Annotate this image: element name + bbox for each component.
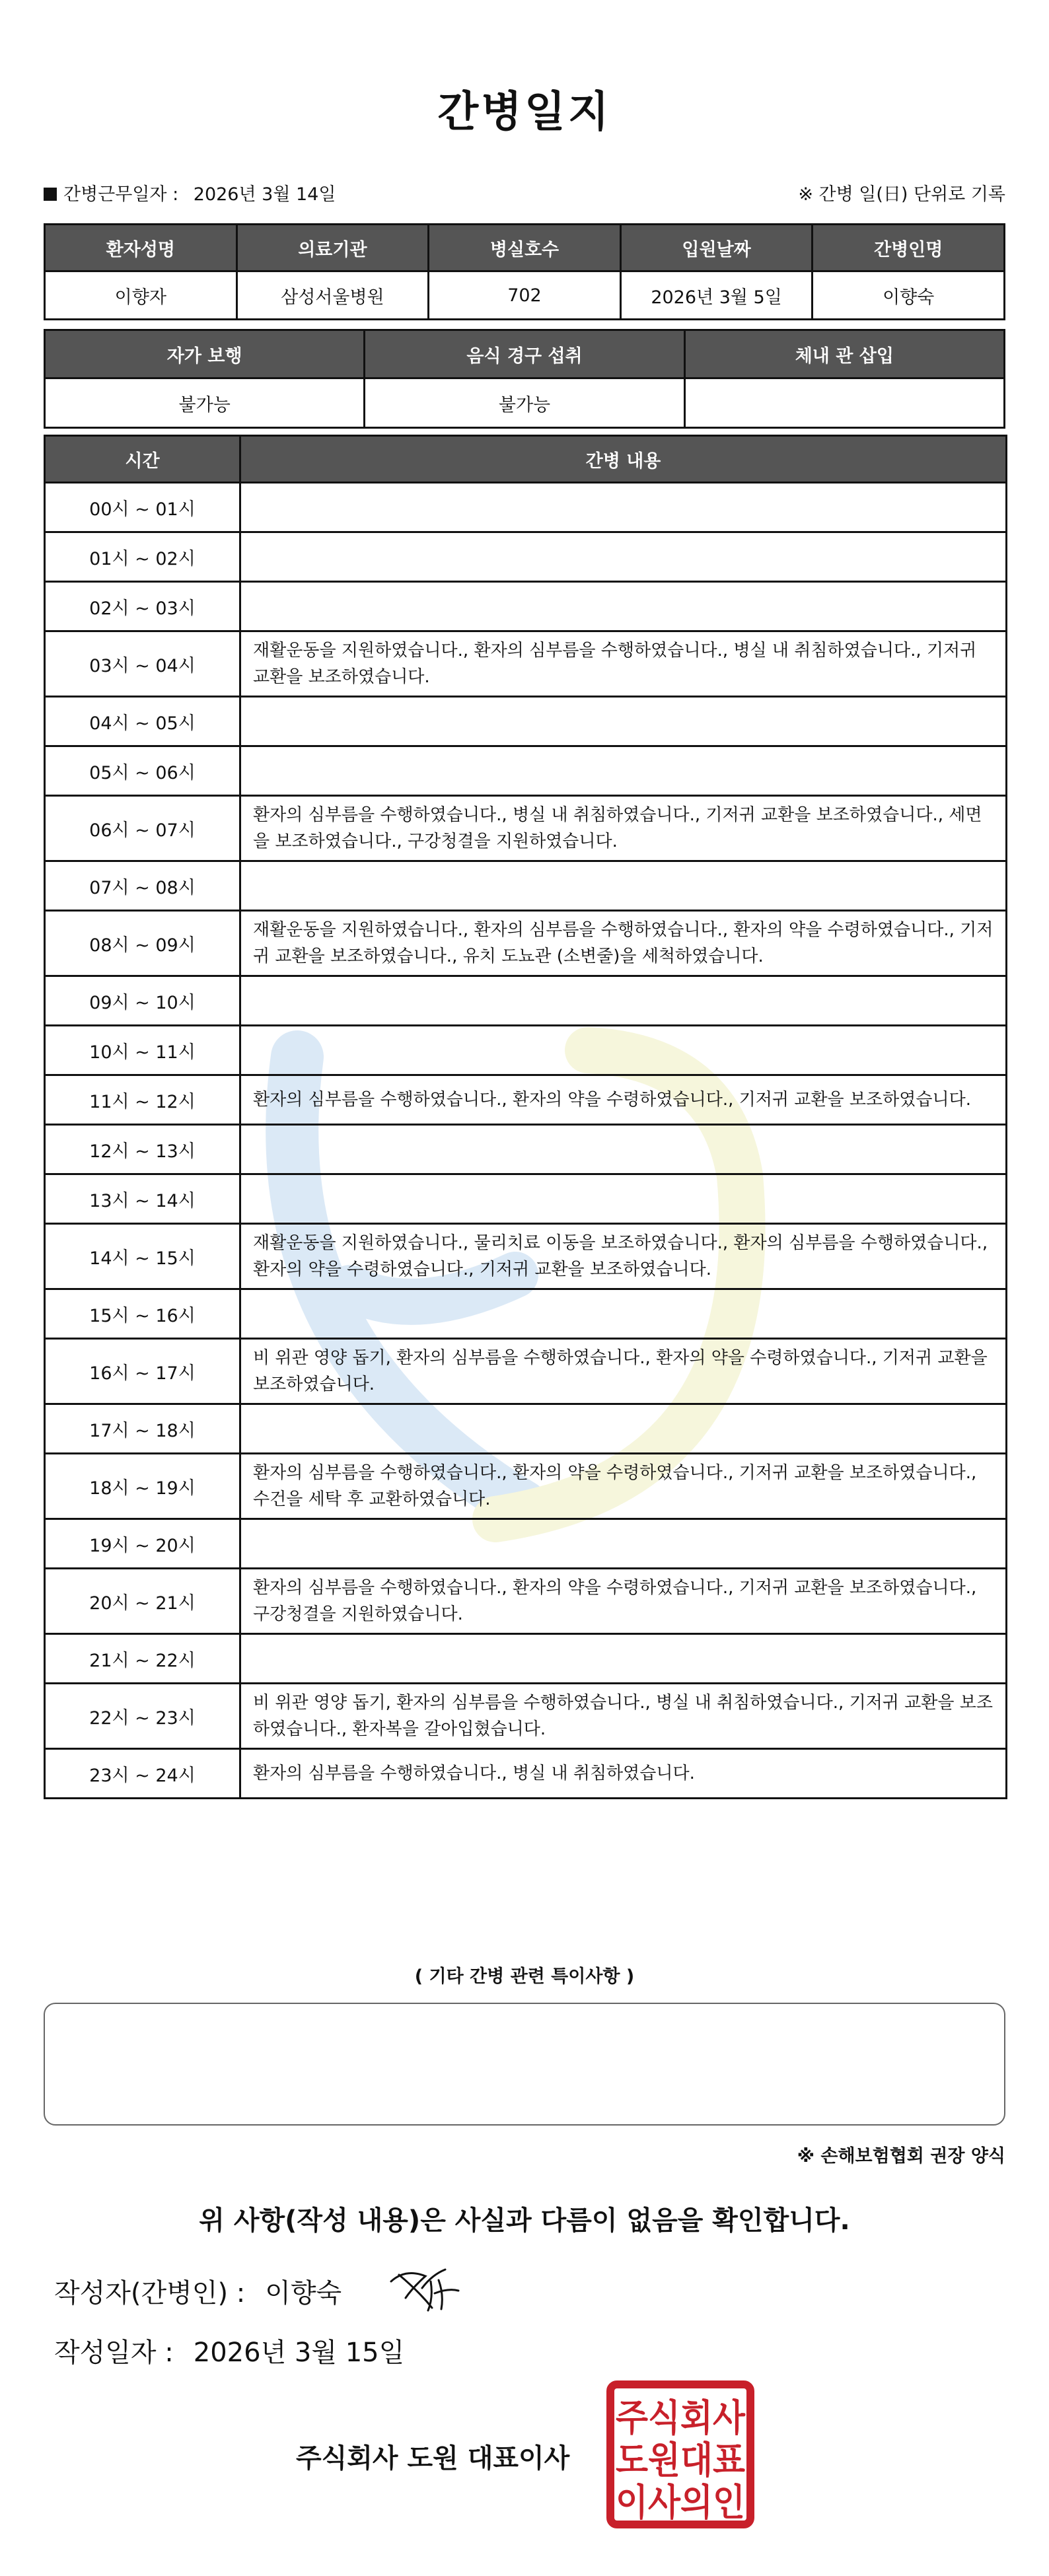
- care-content: [240, 1404, 1007, 1454]
- care-content: 비 위관 영양 돕기, 환자의 심부름을 수행하였습니다., 병실 내 취침하였습니다., 기저귀 교환을 보조하였습니다., 환자복을 갈아입혔습니다.: [240, 1684, 1007, 1749]
- table-row: [45, 1569, 1007, 1634]
- care-content: 재활운동을 지원하였습니다., 환자의 심부름을 수행하였습니다., 병실 내 취침하였습니다., 기저귀 교환을 보조하였습니다.: [240, 631, 1007, 697]
- table-row: [45, 1684, 1007, 1749]
- time-slot: 07시 ~ 08시: [45, 861, 240, 911]
- table-row: [45, 1519, 1007, 1569]
- table-row: [45, 532, 1007, 582]
- signature: [386, 2262, 465, 2314]
- header-caregiver-name: 간병인명: [813, 225, 1005, 271]
- hospital-name: 삼성서울병원: [236, 271, 429, 320]
- care-content: [240, 1519, 1007, 1569]
- care-content: [240, 1174, 1007, 1224]
- admission-date: 2026년 3월 5일: [620, 271, 813, 320]
- time-slot: 06시 ~ 07시: [45, 796, 240, 861]
- seal-line-2: 도원대표: [616, 2439, 745, 2482]
- notes-content: [45, 2004, 1004, 2025]
- time-slot: 04시 ~ 05시: [45, 697, 240, 746]
- writer-label: 작성자(간병인) :: [54, 2278, 246, 2308]
- table-row: [45, 1634, 1007, 1684]
- time-slot: 20시 ~ 21시: [45, 1569, 240, 1634]
- care-log-table: [44, 435, 1007, 1799]
- table-row: [45, 631, 1007, 697]
- care-content: [240, 861, 1007, 911]
- seal-line-1: 주식회사: [616, 2397, 746, 2440]
- table-row: [45, 976, 1007, 1026]
- table-row: [45, 1749, 1007, 1799]
- table-row: [45, 911, 1007, 976]
- written-date-label: 작성일자 :: [54, 2338, 174, 2368]
- care-content: [240, 1634, 1007, 1684]
- header-admission-date: 입원날짜: [620, 225, 813, 271]
- recommendation-note: ※ 손해보험협회 권장 양식: [797, 2146, 1005, 2166]
- time-slot: 01시 ~ 02시: [45, 532, 240, 582]
- work-date-label: 간병근무일자 :: [63, 184, 179, 205]
- notes-box: [44, 2003, 1005, 2126]
- tube-insertion-value: [684, 378, 1004, 428]
- care-content: [240, 746, 1007, 796]
- care-content: [240, 697, 1007, 746]
- time-slot: 12시 ~ 13시: [45, 1125, 240, 1174]
- time-slot: 03시 ~ 04시: [45, 631, 240, 697]
- square-bullet-icon: [44, 188, 57, 201]
- writer-line: [54, 2272, 342, 2310]
- status-value-row: [45, 378, 1005, 428]
- table-row: [45, 1075, 1007, 1125]
- header-time: 시간: [45, 436, 240, 483]
- care-content: 재활운동을 지원하였습니다., 환자의 심부름을 수행하였습니다., 환자의 약을 수령하였습니다., 기저귀 교환을 보조하였습니다., 유치 도뇨관 (소변줄)을 세척하였습니다.: [240, 911, 1007, 976]
- care-content: 환자의 심부름을 수행하였습니다., 환자의 약을 수령하였습니다., 기저귀 교환을 보조하였습니다., 수건을 세탁 후 교환하였습니다.: [240, 1454, 1007, 1519]
- status-header-row: [45, 330, 1005, 378]
- table-row: [45, 483, 1007, 532]
- company-name: 주식회사 도원 대표이사: [296, 2443, 570, 2474]
- care-log-header-row: [45, 436, 1007, 483]
- care-content: 재활운동을 지원하였습니다., 물리치료 이동을 보조하였습니다., 환자의 심부름을 수행하였습니다., 환자의 약을 수령하였습니다., 기저귀 교환을 보조하였습니다.: [240, 1224, 1007, 1289]
- patient-status-table: [44, 329, 1005, 429]
- header-room: 병실호수: [429, 225, 621, 271]
- table-row: [45, 1026, 1007, 1075]
- header-oral-intake: 음식 경구 섭취: [365, 330, 684, 378]
- patient-name: 이향자: [45, 271, 237, 320]
- writer-name: 이향숙: [265, 2278, 342, 2308]
- written-date-value: 2026년 3월 15일: [193, 2338, 405, 2368]
- care-content: [240, 582, 1007, 631]
- table-row: [45, 796, 1007, 861]
- time-slot: 21시 ~ 22시: [45, 1634, 240, 1684]
- care-content: 비 위관 영양 돕기, 환자의 심부름을 수행하였습니다., 환자의 약을 수령하였습니다., 기저귀 교환을 보조하였습니다.: [240, 1339, 1007, 1404]
- time-slot: 16시 ~ 17시: [45, 1339, 240, 1404]
- seal-line-3: 이사의인: [616, 2482, 745, 2524]
- header-care-content: 간병 내용: [240, 436, 1007, 483]
- confirmation-statement: 위 사항(작성 내용)은 사실과 다름이 없음을 확인합니다.: [199, 2205, 850, 2236]
- time-slot: 05시 ~ 06시: [45, 746, 240, 796]
- time-slot: 09시 ~ 10시: [45, 976, 240, 1026]
- table-row: [45, 1224, 1007, 1289]
- patient-info-header-row: [45, 225, 1005, 271]
- header-patient-name: 환자성명: [45, 225, 237, 271]
- oral-intake-value: 불가능: [365, 378, 684, 428]
- care-content: [240, 976, 1007, 1026]
- written-date-line: [54, 2332, 404, 2369]
- daily-record-note: ※ 간병 일(日) 단위로 기록: [798, 184, 1005, 205]
- header-hospital: 의료기관: [236, 225, 429, 271]
- time-slot: 14시 ~ 15시: [45, 1224, 240, 1289]
- table-row: [45, 1174, 1007, 1224]
- work-date: [44, 180, 336, 205]
- care-content: [240, 483, 1007, 532]
- table-row: [45, 861, 1007, 911]
- time-slot: 00시 ~ 01시: [45, 483, 240, 532]
- work-date-value: 2026년 3월 14일: [193, 184, 336, 205]
- time-slot: 19시 ~ 20시: [45, 1519, 240, 1569]
- caregiver-name: 이향숙: [813, 271, 1005, 320]
- time-slot: 02시 ~ 03시: [45, 582, 240, 631]
- table-row: [45, 1125, 1007, 1174]
- time-slot: 11시 ~ 12시: [45, 1075, 240, 1125]
- care-content: [240, 1289, 1007, 1339]
- care-content: [240, 1125, 1007, 1174]
- table-row: [45, 1404, 1007, 1454]
- time-slot: 15시 ~ 16시: [45, 1289, 240, 1339]
- care-content: [240, 1026, 1007, 1075]
- notes-title: ( 기타 간병 관련 특이사항 ): [414, 1966, 635, 1987]
- care-content: 환자의 심부름을 수행하였습니다., 병실 내 취침하였습니다.: [240, 1749, 1007, 1799]
- company-seal: [605, 2379, 756, 2530]
- patient-info-value-row: [45, 271, 1005, 320]
- table-row: [45, 746, 1007, 796]
- table-row: [45, 1339, 1007, 1404]
- meta-row: [44, 180, 1005, 209]
- time-slot: 18시 ~ 19시: [45, 1454, 240, 1519]
- table-row: [45, 1289, 1007, 1339]
- table-row: [45, 582, 1007, 631]
- care-content: 환자의 심부름을 수행하였습니다., 환자의 약을 수령하였습니다., 기저귀 교환을 보조하였습니다., 구강청결을 지원하였습니다.: [240, 1569, 1007, 1634]
- time-slot: 10시 ~ 11시: [45, 1026, 240, 1075]
- table-row: [45, 1454, 1007, 1519]
- time-slot: 17시 ~ 18시: [45, 1404, 240, 1454]
- self-walking-value: 불가능: [45, 378, 365, 428]
- time-slot: 08시 ~ 09시: [45, 911, 240, 976]
- time-slot: 22시 ~ 23시: [45, 1684, 240, 1749]
- room-number: 702: [429, 271, 621, 320]
- time-slot: 23시 ~ 24시: [45, 1749, 240, 1799]
- care-content: 환자의 심부름을 수행하였습니다., 환자의 약을 수령하였습니다., 기저귀 교환을 보조하였습니다.: [240, 1075, 1007, 1125]
- header-tube-insertion: 체내 관 삽입: [684, 330, 1004, 378]
- table-row: [45, 697, 1007, 746]
- header-self-walking: 자가 보행: [45, 330, 365, 378]
- care-content: 환자의 심부름을 수행하였습니다., 병실 내 취침하였습니다., 기저귀 교환을 보조하였습니다., 세면을 보조하였습니다., 구강청결을 지원하였습니다.: [240, 796, 1007, 861]
- care-content: [240, 532, 1007, 582]
- time-slot: 13시 ~ 14시: [45, 1174, 240, 1224]
- page-title: 간병일지: [437, 88, 612, 137]
- patient-info-table: [44, 223, 1005, 320]
